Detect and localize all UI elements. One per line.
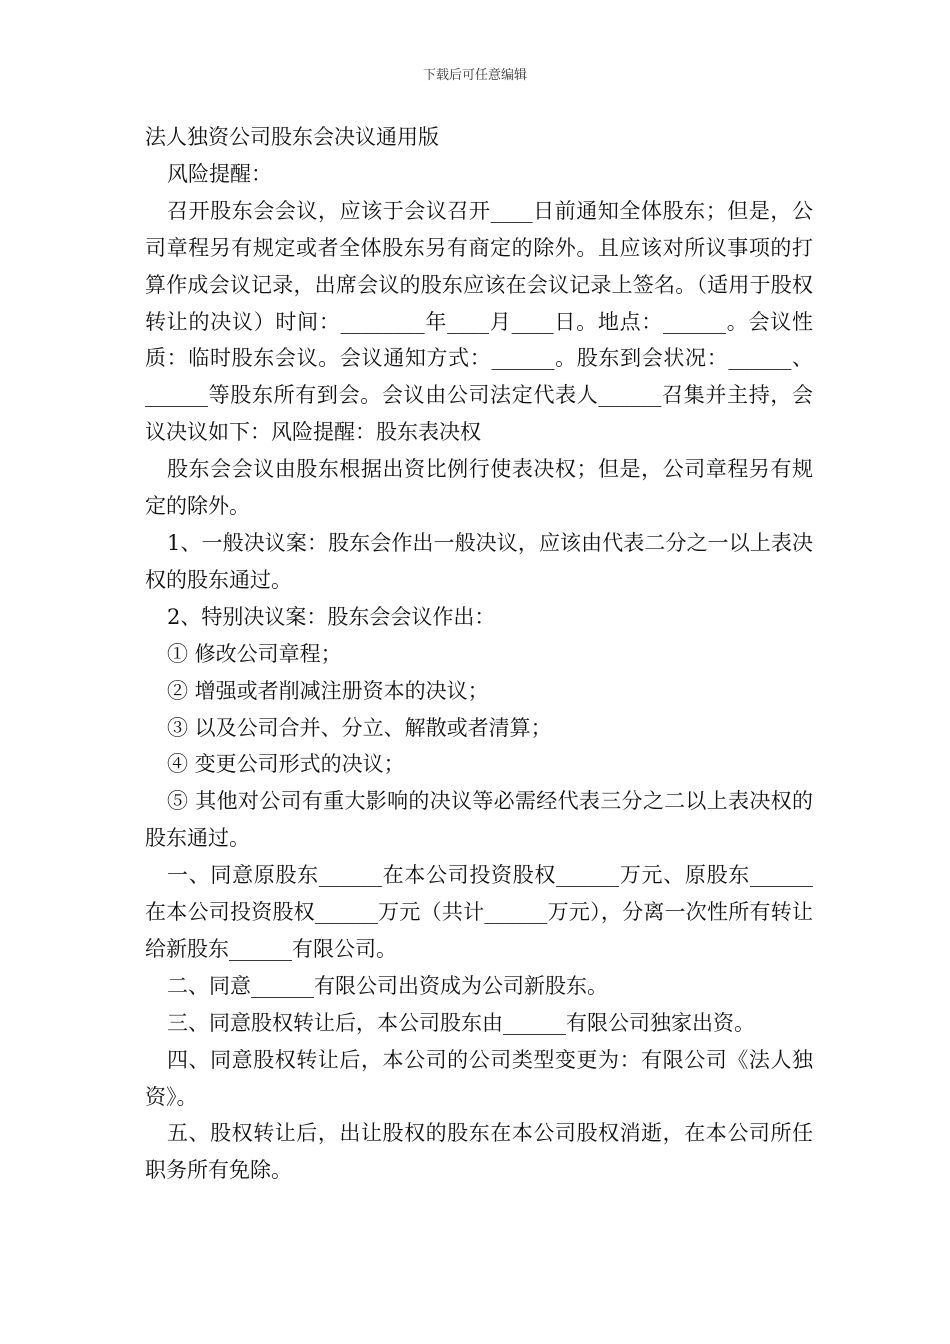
document-title: 法人独资公司股东会决议通用版	[145, 125, 439, 149]
paragraph-special-resolution: 2、特别决议案：股东会会议作出：	[167, 604, 496, 629]
resolution-item-2: 二、同意______有限公司出资成为公司新股东。	[167, 973, 608, 998]
resolution-item-4: 四、同意股权转让后，本公司的公司类型变更为：有限公司《法人独资》。	[145, 1047, 813, 1109]
list-item-amend-charter: ① 修改公司章程；	[167, 641, 342, 666]
list-item-other-major: ⑤ 其他对公司有重大影响的决议等必需经代表三分之二以上表决权的股东通过。	[145, 789, 813, 851]
paragraph-meeting-notice: 召开股东会会议，应该于会议召开____日前通知全体股东；但是，公司章程另有规定或者全体股东另有商定的除外。且应该对所议事项的打算作成会议记录，出席会议的股东应该在会议记录上签名。（适用于股权转让的决议）时间：________年____月____日。地点：______。会议性质：临时股东会议。会议通知方式：______。股东到会状况：______、______等股东所有到会。会议由公司法定代表人______召集并主持，会议决议如下：风险提醒：股东表决权	[145, 198, 813, 445]
page-header: 下载后可任意编辑	[422, 68, 527, 83]
document-body	[145, 119, 813, 1189]
resolution-item-5: 五、股权转让后，出让股权的股东在本公司股权消逝，在本公司所任职务所有免除。	[145, 1121, 813, 1183]
list-item-capital-change: ② 增强或者削减注册资本的决议；	[167, 678, 489, 703]
resolution-item-3: 三、同意股权转让后，本公司股东由______有限公司独家出资。	[167, 1010, 755, 1035]
list-item-form-change: ④ 变更公司形式的决议；	[167, 752, 405, 777]
paragraph-risk-reminder: 风险提醒：	[167, 161, 272, 186]
paragraph-voting-rights: 股东会会议由股东根据出资比例行使表决权；但是，公司章程另有规定的除外。	[145, 457, 813, 519]
list-item-merger: ③ 以及公司合并、分立、解散或者清算；	[167, 715, 552, 740]
resolution-item-1: 一、同意原股东______在本公司投资股权______万元、原股东______在本公司投资股权______万元（共计______万元），分离一次性所有转让给新股东______有限公司。	[145, 863, 813, 961]
paragraph-general-resolution: 1、一般决议案：股东会作出一般决议，应该由代表二分之一以上表决权的股东通过。	[145, 530, 813, 592]
